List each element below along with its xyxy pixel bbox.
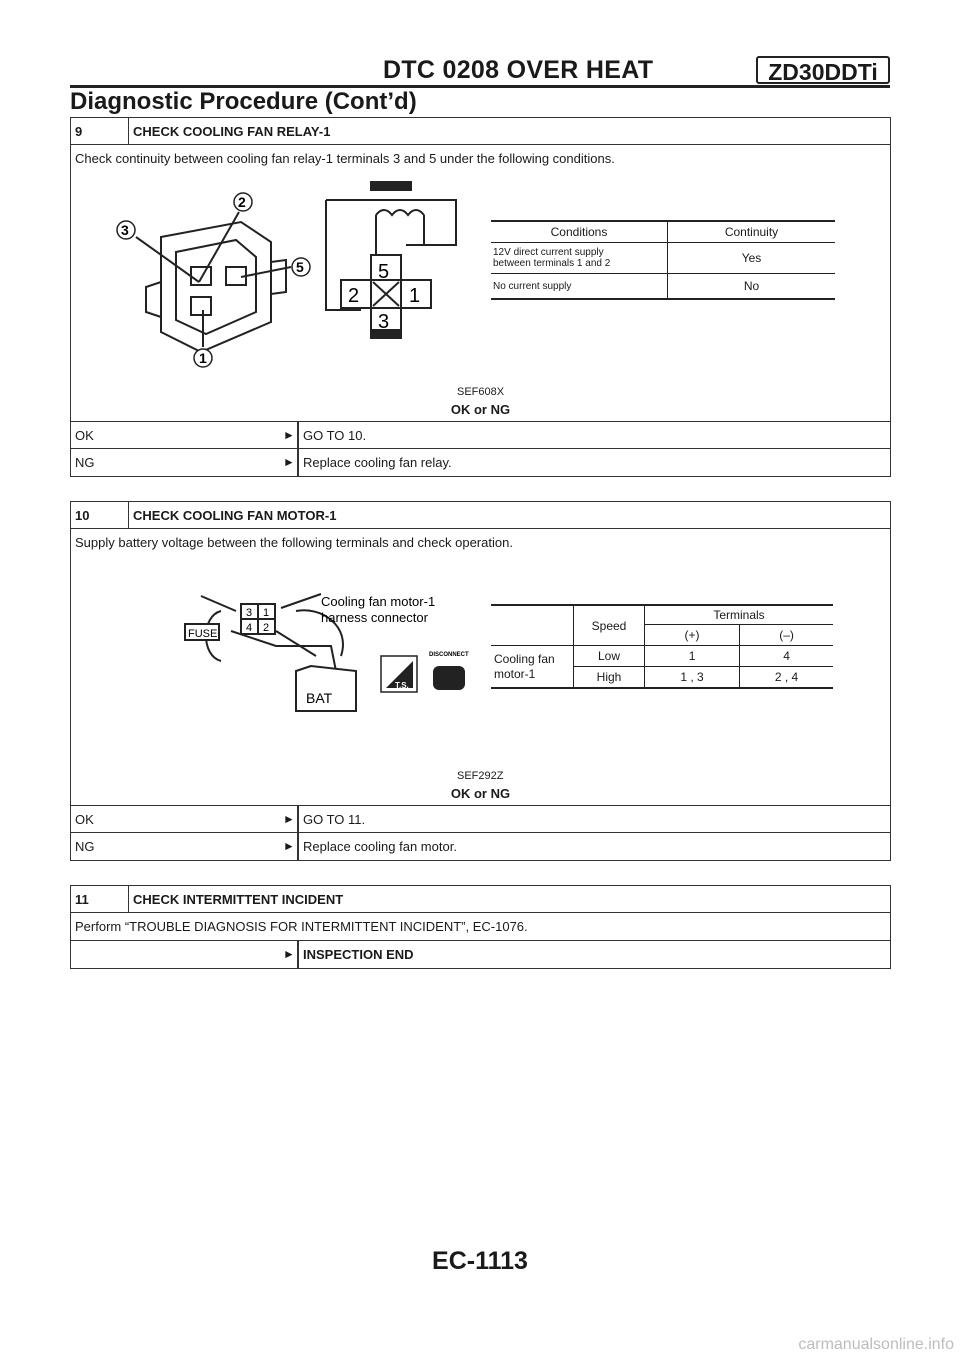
step-number: 11 (71, 886, 129, 912)
result-row-ok (71, 806, 890, 833)
table-cell: No (743, 279, 760, 293)
result-action: Replace cooling fan motor. (303, 839, 457, 854)
table-cell: No current supply (491, 274, 668, 300)
step-10-header (71, 502, 890, 529)
divider (297, 833, 299, 860)
arrow-icon: ► (283, 428, 295, 442)
figure-relay (71, 172, 890, 400)
condition-line: between terminals 1 and 2 (493, 258, 611, 269)
pin-label: 1 (263, 607, 270, 619)
step-10-body (71, 529, 890, 806)
result-label: OK (75, 812, 94, 827)
page-number: EC-1113 (432, 1247, 528, 1275)
pin-label: 2 (263, 622, 270, 634)
result-row-ng (71, 449, 890, 476)
result-label: NG (75, 455, 95, 470)
result-action: Replace cooling fan relay. (303, 455, 452, 470)
result-row-end (71, 941, 890, 968)
table-cell (491, 243, 668, 274)
table-cell: 2 , 4 (774, 670, 799, 684)
figure-fan-motor (71, 556, 890, 784)
result-action: GO TO 10. (303, 428, 367, 443)
step-number: 10 (71, 502, 129, 528)
step-9-header (71, 118, 890, 145)
relay-terminal-label: 2 (348, 285, 360, 307)
divider (297, 806, 299, 832)
engine-badge: ZD30DDTi (756, 56, 890, 84)
result-label: OK (75, 428, 94, 443)
condition-line: 12V direct current supply (493, 247, 604, 258)
table-cell (491, 605, 574, 646)
table-header: Speed (574, 605, 645, 646)
figure-code: SEF608X (457, 386, 505, 398)
relay-continuity-table (491, 220, 835, 300)
arrow-icon: ► (283, 839, 295, 853)
page-title: DTC 0208 OVER HEAT (383, 56, 654, 84)
ts-label: T.S. (395, 681, 409, 690)
step-9-box (70, 117, 891, 477)
arrow-icon: ► (283, 455, 295, 469)
relay-terminal-label: 3 (378, 311, 390, 333)
table-cell: 1 (645, 646, 740, 667)
fan-motor-terminal-table (491, 604, 833, 689)
table-cell (491, 646, 574, 689)
connector-pin-label: 3 (121, 222, 129, 238)
component-line: motor-1 (494, 666, 536, 681)
table-header: Continuity (724, 225, 779, 239)
result-row-ng (71, 833, 890, 860)
battery-label: BAT (306, 690, 333, 706)
watermark: carmanualsonline.info (798, 1336, 954, 1353)
divider (297, 941, 299, 968)
step-number: 9 (71, 118, 129, 144)
step-title: CHECK INTERMITTENT INCIDENT (133, 892, 344, 907)
table-cell: Yes (741, 251, 762, 265)
table-header: Terminals (713, 608, 765, 622)
result-action: INSPECTION END (303, 947, 414, 962)
step-11-body (71, 913, 890, 941)
table-header: Conditions (491, 221, 668, 243)
step-description: Supply battery voltage between the following terminals and check operation. (75, 535, 513, 550)
page-subtitle: Diagnostic Procedure (Cont’d) (70, 88, 417, 115)
arrow-icon: ► (283, 812, 295, 826)
step-title: CHECK COOLING FAN MOTOR-1 (133, 508, 337, 523)
step-description: Perform “TROUBLE DIAGNOSIS FOR INTERMITTENT INCIDENT”, EC-1076. (75, 919, 528, 934)
step-title: CHECK COOLING FAN RELAY-1 (133, 124, 331, 139)
figure-code: SEF292Z (457, 770, 504, 782)
ok-or-ng-label: OK or NG (450, 402, 511, 417)
divider (297, 422, 299, 448)
fan-motor-test-illustration (181, 586, 481, 716)
step-9-body (71, 145, 890, 422)
connector-label: harness connector (321, 610, 428, 625)
component-line: Cooling fan (494, 651, 555, 666)
table-cell: 4 (783, 649, 790, 663)
fuse-label: FUSE (188, 628, 218, 640)
relay-connector-illustration (91, 182, 321, 382)
result-row-ok (71, 422, 890, 449)
ok-or-ng-label: OK or NG (450, 786, 511, 801)
step-10-box (70, 501, 891, 861)
result-label: NG (75, 839, 95, 854)
connector-pin-label: 1 (199, 350, 207, 366)
divider (297, 449, 299, 476)
step-description: Check continuity between cooling fan relay-1 terminals 3 and 5 under the following conditions. (75, 151, 615, 166)
step-11-header (71, 886, 890, 913)
disconnect-label: DISCONNECT (429, 652, 469, 658)
table-cell: Low (574, 646, 645, 667)
pin-label: 4 (246, 622, 253, 634)
table-cell: 1 , 3 (645, 667, 740, 689)
connector-pin-label: 2 (238, 194, 246, 210)
result-action: GO TO 11. (303, 812, 366, 827)
table-header: (–) (779, 628, 794, 642)
relay-schematic (316, 180, 466, 340)
relay-terminal-label: 5 (378, 261, 390, 283)
table-cell: High (574, 667, 645, 689)
connector-pin-label: 5 (296, 259, 304, 275)
table-header: (+) (645, 625, 740, 646)
relay-terminal-label: 1 (409, 285, 421, 307)
pin-label: 3 (246, 607, 253, 619)
connector-label: Cooling fan motor-1 (321, 594, 436, 609)
step-11-box (70, 885, 891, 969)
arrow-icon: ► (283, 947, 295, 961)
